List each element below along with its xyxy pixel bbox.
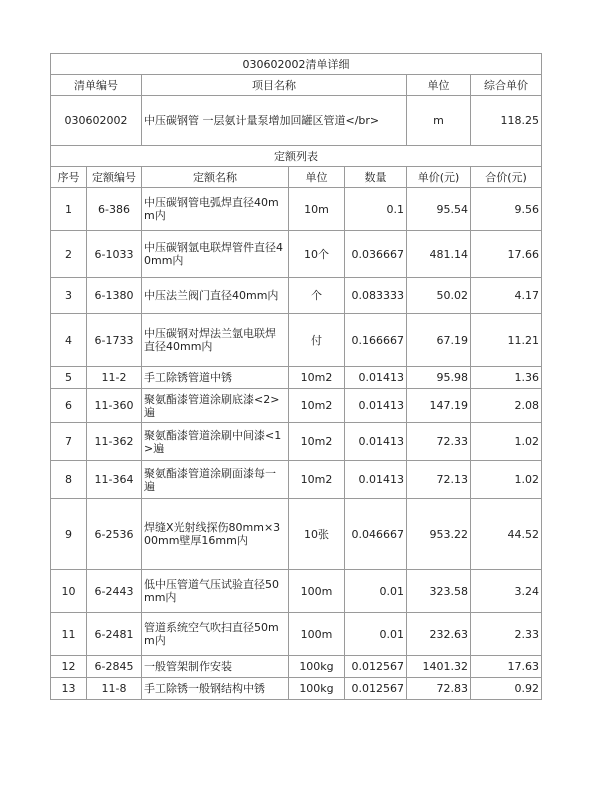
quota-name: 聚氨酯漆管道涂刷中间漆<1>遍 [142, 423, 289, 461]
composite-price-header: 综合单价 [471, 75, 542, 96]
total-price: 9.56 [471, 188, 542, 231]
row-seq: 11 [51, 613, 87, 656]
bill-code-header: 清单编号 [51, 75, 142, 96]
quota-name: 中压碳钢氩电联焊管件直径40mm内 [142, 231, 289, 278]
total-price: 2.08 [471, 389, 542, 423]
quantity: 0.01413 [345, 367, 407, 389]
table-row [51, 314, 542, 367]
total-price-header: 合价(元) [471, 167, 542, 188]
row-seq: 1 [51, 188, 87, 231]
row-seq: 7 [51, 423, 87, 461]
total-price: 17.66 [471, 231, 542, 278]
quota-name: 手工除锈管道中锈 [142, 367, 289, 389]
quota-name: 管道系统空气吹扫直径50mm内 [142, 613, 289, 656]
quota-unit: 个 [289, 278, 345, 314]
quota-unit: 10m2 [289, 367, 345, 389]
table-row [51, 613, 542, 656]
quota-unit: 10m2 [289, 461, 345, 499]
unit-price: 72.33 [407, 423, 471, 461]
quantity: 0.046667 [345, 499, 407, 570]
row-seq: 10 [51, 570, 87, 613]
quota-unit: 100kg [289, 678, 345, 700]
item-name: 中压碳钢管 一层氨计量泵增加回罐区管道</br> [142, 96, 407, 146]
table-row [51, 461, 542, 499]
quota-code: 6-1380 [87, 278, 142, 314]
quota-header-row [51, 167, 542, 188]
table-row [51, 389, 542, 423]
row-seq: 6 [51, 389, 87, 423]
quota-unit-header: 单位 [289, 167, 345, 188]
row-seq: 2 [51, 231, 87, 278]
quota-name: 聚氨酯漆管道涂刷面漆每一遍 [142, 461, 289, 499]
total-price: 44.52 [471, 499, 542, 570]
row-seq: 9 [51, 499, 87, 570]
total-price: 2.33 [471, 613, 542, 656]
bill-detail-table [50, 53, 542, 700]
bill-header-row [51, 75, 542, 96]
unit-price: 1401.32 [407, 656, 471, 678]
quota-code: 11-8 [87, 678, 142, 700]
quota-unit: 10张 [289, 499, 345, 570]
quota-unit: 付 [289, 314, 345, 367]
quantity-header: 数量 [345, 167, 407, 188]
quantity: 0.166667 [345, 314, 407, 367]
table-row [51, 499, 542, 570]
quota-name: 中压碳钢管电弧焊直径40mm内 [142, 188, 289, 231]
table-row [51, 656, 542, 678]
quota-unit: 10m2 [289, 389, 345, 423]
table-row [51, 423, 542, 461]
unit-price: 95.54 [407, 188, 471, 231]
quota-name: 中压法兰阀门直径40mm内 [142, 278, 289, 314]
quota-code: 6-2481 [87, 613, 142, 656]
table-row [51, 570, 542, 613]
quota-code-header: 定额编号 [87, 167, 142, 188]
total-price: 1.36 [471, 367, 542, 389]
quota-code: 11-360 [87, 389, 142, 423]
unit-header: 单位 [407, 75, 471, 96]
item-unit: m [407, 96, 471, 146]
total-price: 0.92 [471, 678, 542, 700]
unit-price: 95.98 [407, 367, 471, 389]
quota-code: 11-364 [87, 461, 142, 499]
quota-code: 6-2845 [87, 656, 142, 678]
quantity: 0.036667 [345, 231, 407, 278]
unit-price: 67.19 [407, 314, 471, 367]
seq-header: 序号 [51, 167, 87, 188]
row-seq: 8 [51, 461, 87, 499]
quota-unit: 100kg [289, 656, 345, 678]
row-seq: 4 [51, 314, 87, 367]
unit-price: 50.02 [407, 278, 471, 314]
quota-name: 聚氨酯漆管道涂刷底漆<2>遍 [142, 389, 289, 423]
table-row [51, 278, 542, 314]
quota-unit: 100m [289, 570, 345, 613]
row-seq: 12 [51, 656, 87, 678]
quota-title-row [51, 146, 542, 167]
unit-price: 72.13 [407, 461, 471, 499]
unit-price-header: 单价(元) [407, 167, 471, 188]
unit-price: 72.83 [407, 678, 471, 700]
title-row [51, 54, 542, 75]
item-price: 118.25 [471, 96, 542, 146]
quota-name-header: 定额名称 [142, 167, 289, 188]
quota-unit: 10个 [289, 231, 345, 278]
unit-price: 953.22 [407, 499, 471, 570]
quota-code: 6-2536 [87, 499, 142, 570]
quota-unit: 10m [289, 188, 345, 231]
quota-code: 6-386 [87, 188, 142, 231]
quota-name: 焊缝X光射线探伤80mm×300mm壁厚16mm内 [142, 499, 289, 570]
quantity: 0.01 [345, 570, 407, 613]
unit-price: 147.19 [407, 389, 471, 423]
bill-item-row [51, 96, 542, 146]
unit-price: 232.63 [407, 613, 471, 656]
quantity: 0.083333 [345, 278, 407, 314]
total-price: 1.02 [471, 423, 542, 461]
total-price: 3.24 [471, 570, 542, 613]
table-row [51, 367, 542, 389]
unit-price: 481.14 [407, 231, 471, 278]
total-price: 1.02 [471, 461, 542, 499]
quota-name: 低中压管道气压试验直径50mm内 [142, 570, 289, 613]
quota-name: 中压碳钢对焊法兰氩电联焊直径40mm内 [142, 314, 289, 367]
quantity: 0.01 [345, 613, 407, 656]
quantity: 0.1 [345, 188, 407, 231]
quantity: 0.012567 [345, 656, 407, 678]
row-seq: 3 [51, 278, 87, 314]
table-title: 030602002清单详细 [51, 54, 542, 75]
row-seq: 13 [51, 678, 87, 700]
total-price: 17.63 [471, 656, 542, 678]
total-price: 4.17 [471, 278, 542, 314]
quota-name: 一般管架制作安装 [142, 656, 289, 678]
table-row [51, 188, 542, 231]
quota-name: 手工除锈一般钢结构中锈 [142, 678, 289, 700]
quota-code: 11-2 [87, 367, 142, 389]
quota-unit: 100m [289, 613, 345, 656]
quota-code: 6-2443 [87, 570, 142, 613]
quantity: 0.01413 [345, 423, 407, 461]
total-price: 11.21 [471, 314, 542, 367]
item-name-header: 项目名称 [142, 75, 407, 96]
table-row [51, 231, 542, 278]
quantity: 0.01413 [345, 389, 407, 423]
quota-code: 11-362 [87, 423, 142, 461]
bill-code: 030602002 [51, 96, 142, 146]
quota-code: 6-1033 [87, 231, 142, 278]
row-seq: 5 [51, 367, 87, 389]
quantity: 0.012567 [345, 678, 407, 700]
unit-price: 323.58 [407, 570, 471, 613]
table-row [51, 678, 542, 700]
quota-list-title: 定额列表 [51, 146, 542, 167]
quota-unit: 10m2 [289, 423, 345, 461]
quantity: 0.01413 [345, 461, 407, 499]
quota-code: 6-1733 [87, 314, 142, 367]
